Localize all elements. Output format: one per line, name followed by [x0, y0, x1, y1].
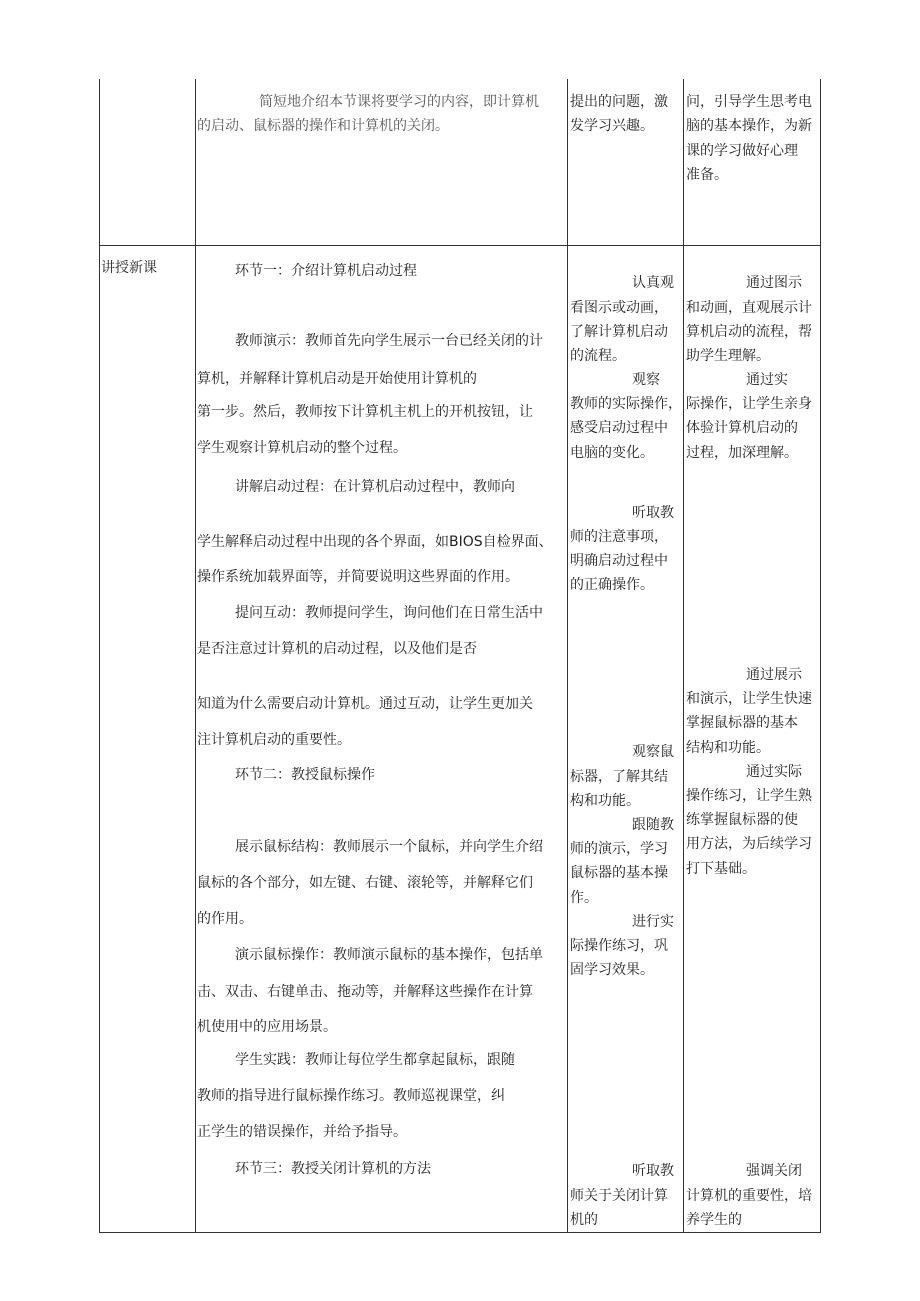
- purpose-line: 助学生理解。: [686, 348, 770, 364]
- teacher-line: 教师演示：教师首先向学生展示一台已经关闭的计: [235, 333, 543, 349]
- section-heading: 环节三：教授关闭计算机的方法: [235, 1161, 431, 1177]
- teacher-line: 机使用中的应用场景。: [197, 1019, 337, 1035]
- teacher-line: 正学生的错误操作，并给予指导。: [197, 1124, 407, 1140]
- teacher-line: 提问互动：教师提问学生，询问他们在日常生活中: [235, 605, 543, 621]
- table-border-col1: [195, 79, 196, 1233]
- student-line: 听取教: [632, 505, 674, 521]
- teacher-line: 学生观察计算机启动的整个过程。: [197, 440, 407, 456]
- teacher-line: 击、双击、右键单击、拖动等，并解释这些操作在计算: [197, 984, 533, 1000]
- purpose-line: 结构和功能。: [686, 740, 770, 756]
- teacher-line: 展示鼠标结构：教师展示一个鼠标，并向学生介绍: [235, 839, 543, 855]
- section-heading: 环节一：介绍计算机启动过程: [235, 263, 417, 279]
- purpose-line: 用方法，为后续学习: [686, 836, 812, 852]
- purpose-line: 通过实: [746, 372, 788, 388]
- student-line: 固学习效果。: [570, 962, 654, 978]
- purpose-line: 和动画，直观展示计: [686, 300, 812, 316]
- student-line: 进行实: [632, 914, 674, 930]
- purpose-line: 练掌握鼠标器的使: [686, 812, 798, 828]
- table-border-right: [820, 79, 821, 1233]
- teacher-line: 第一步。然后，教师按下计算机主机上的开机按钮，让: [197, 404, 533, 420]
- purpose-line: 际操作，让学生亲身: [686, 396, 812, 412]
- purpose-line: 操作练习，让学生熟: [686, 788, 812, 804]
- teacher-line: 的作用。: [197, 911, 253, 927]
- student-line: 明确启动过程中: [570, 553, 668, 569]
- student-line: 作。: [570, 890, 598, 906]
- purpose-line: 掌握鼠标器的基本: [686, 715, 798, 731]
- table-border-col2: [567, 79, 568, 1233]
- student-line: 电脑的变化。: [570, 445, 654, 461]
- purpose-line: 通过图示: [746, 275, 802, 291]
- intro-student-line: 发学习兴趣。: [570, 118, 654, 134]
- table-border-bottom: [99, 1232, 821, 1233]
- intro-purpose-line: 课的学习做好心理: [686, 143, 798, 159]
- student-line: 了解计算机启动: [570, 324, 668, 340]
- intro-teacher-line: 的启动、鼠标器的操作和计算机的关闭。: [197, 118, 449, 134]
- teacher-line: 学生解释启动过程中出现的各个界面，如BIOS自检界面、: [197, 534, 553, 550]
- purpose-line: 体验计算机启动的: [686, 420, 798, 436]
- intro-purpose-line: 问，引导学生思考电: [686, 94, 812, 110]
- student-line: 感受启动过程中: [570, 420, 668, 436]
- purpose-line: 和演示，让学生快速: [686, 691, 812, 707]
- student-line: 机的: [570, 1212, 598, 1228]
- student-line: 认真观: [632, 275, 674, 291]
- student-line: 教师的实际操作，: [570, 396, 682, 412]
- purpose-line: 养学生的: [686, 1212, 742, 1228]
- purpose-line: 计算机的重要性，培: [686, 1188, 812, 1204]
- teacher-line: 讲解启动过程：在计算机启动过程中，教师向: [235, 479, 515, 495]
- teacher-line: 知道为什么需要启动计算机。通过互动，让学生更加关: [197, 696, 533, 712]
- intro-teacher-line: 简短地介绍本节课将要学习的内容，即计算机: [259, 94, 539, 110]
- purpose-line: 通过实际: [746, 764, 802, 780]
- purpose-line: 通过展示: [746, 667, 802, 683]
- student-line: 观察鼠: [632, 744, 674, 760]
- purpose-line: 强调关闭: [746, 1163, 802, 1179]
- student-line: 看图示或动画，: [570, 300, 668, 316]
- teacher-line: 操作系统加载界面等，并简要说明这些界面的作用。: [197, 569, 519, 585]
- intro-purpose-line: 脑的基本操作，为新: [686, 118, 812, 134]
- student-line: 标器，了解其结: [570, 769, 668, 785]
- student-line: 的正确操作。: [570, 577, 654, 593]
- teacher-line: 鼠标的各个部分，如左键、右键、滚轮等，并解释它们: [197, 875, 533, 891]
- student-line: 师的演示，学习: [570, 841, 668, 857]
- student-line: 师的注意事项，: [570, 529, 668, 545]
- student-line: 鼠标器的基本操: [570, 865, 668, 881]
- student-line: 听取教: [632, 1163, 674, 1179]
- teacher-line: 演示鼠标操作：教师演示鼠标的基本操作，包括单: [235, 947, 543, 963]
- teacher-line: 是否注意过计算机的启动过程，以及他们是否: [197, 641, 477, 657]
- teacher-line: 学生实践：教师让每位学生都拿起鼠标，跟随: [235, 1052, 515, 1068]
- purpose-line: 算机启动的流程，帮: [686, 324, 812, 340]
- section-heading: 环节二：教授鼠标操作: [235, 767, 375, 783]
- student-line: 际操作练习，巩: [570, 938, 668, 954]
- row-label-new-lesson: 讲授新课: [101, 260, 157, 276]
- table-border-left: [99, 79, 100, 1233]
- intro-student-line: 提出的问题，激: [570, 94, 668, 110]
- student-line: 观察: [632, 372, 660, 388]
- student-line: 师关于关闭计算: [570, 1188, 668, 1204]
- student-line: 的流程。: [570, 348, 626, 364]
- intro-purpose-line: 准备。: [686, 167, 728, 183]
- teacher-line: 教师的指导进行鼠标操作练习。教师巡视课堂，纠: [197, 1088, 505, 1104]
- purpose-line: 过程，加深理解。: [686, 445, 798, 461]
- teacher-line: 算机，并解释计算机启动是开始使用计算机的: [197, 371, 477, 387]
- student-line: 构和功能。: [570, 793, 640, 809]
- teacher-line: 注计算机启动的重要性。: [197, 732, 351, 748]
- table-border-row-divider: [99, 245, 821, 246]
- purpose-line: 打下基础。: [686, 861, 756, 877]
- table-border-col3: [683, 79, 684, 1233]
- student-line: 跟随教: [632, 817, 674, 833]
